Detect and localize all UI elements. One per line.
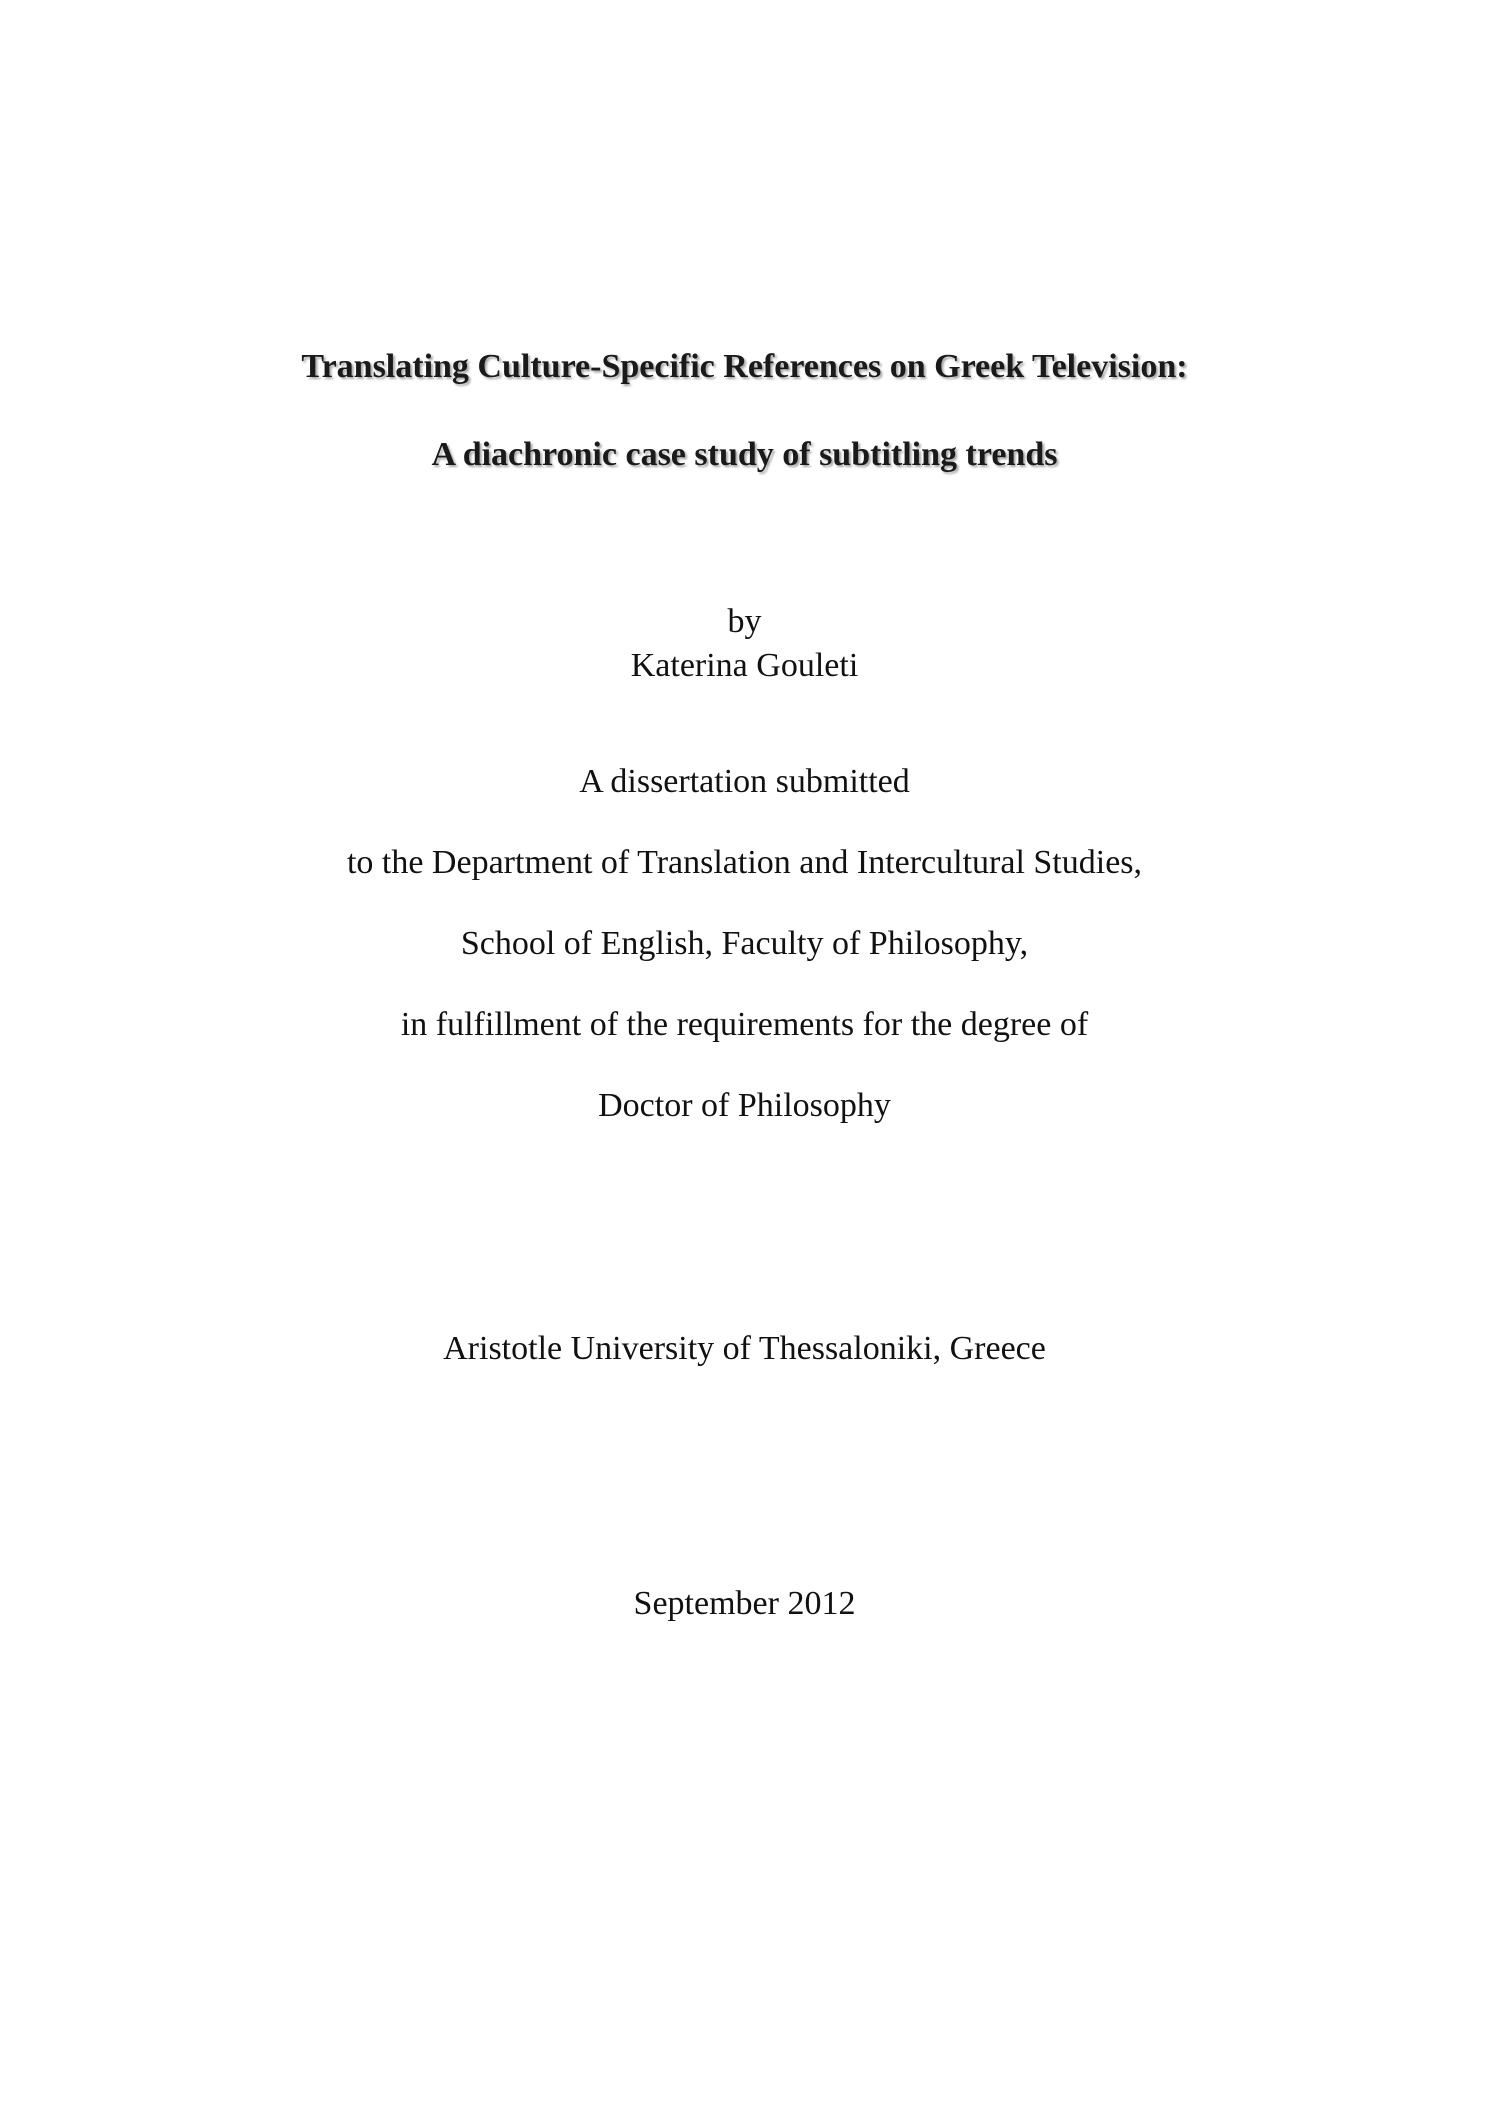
- institution: Aristotle University of Thessaloniki, Greece: [443, 1330, 1046, 1367]
- by-label: by: [727, 603, 762, 640]
- author-name: Katerina Gouleti: [630, 647, 859, 684]
- submission-line-1: A dissertation submitted: [579, 763, 910, 800]
- degree-name: Doctor of Philosophy: [598, 1087, 891, 1124]
- submission-date: September 2012: [633, 1585, 856, 1622]
- submission-line-3: School of English, Faculty of Philosophy,: [460, 925, 1029, 962]
- title-line-2: A diachronic case study of subtitling trends: [431, 436, 1058, 473]
- title-line-1: Translating Culture-Specific References on Greek Television:: [301, 348, 1188, 385]
- submission-line-4: in fulfillment of the requirements for the degree of: [400, 1006, 1089, 1043]
- submission-line-2: to the Department of Translation and Intercultural Studies,: [346, 844, 1143, 881]
